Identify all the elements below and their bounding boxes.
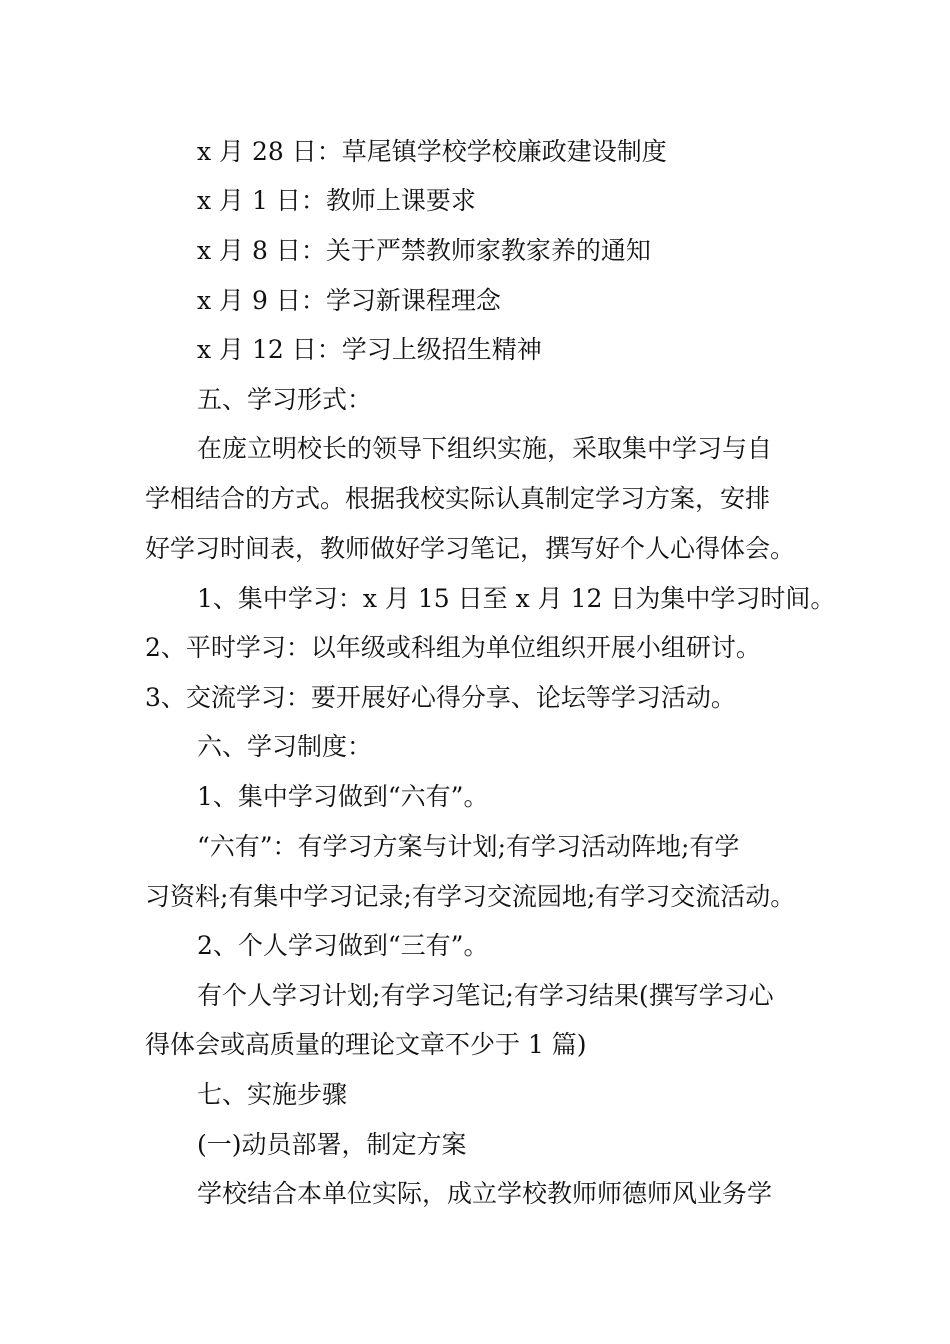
- schedule-item: x 月 8 日：关于严禁教师家教家养的通知: [197, 236, 651, 265]
- list-item: 2、个人学习做到“三有”。: [197, 931, 489, 960]
- schedule-item: x 月 12 日：学习上级招生精神: [197, 335, 542, 364]
- section-heading: 七、实施步骤: [197, 1080, 348, 1109]
- schedule-item: x 月 9 日：学习新课程理念: [197, 286, 501, 315]
- paragraph-line: 学相结合的方式。根据我校实际认真制定学习方案，安排: [145, 484, 771, 513]
- paragraph-line: 在庞立明校长的领导下组织实施，采取集中学习与自: [197, 434, 773, 463]
- section-heading: 六、学习制度：: [197, 732, 373, 761]
- schedule-item: x 月 28 日：草尾镇学校学校廉政建设制度: [197, 137, 667, 166]
- list-item: 2、平时学习：以年级或科组为单位组织开展小组研讨。: [145, 633, 761, 662]
- list-item: 3、交流学习：要开展好心得分享、论坛等学习活动。: [145, 683, 736, 712]
- list-item: 1、集中学习：x 月 15 日至 x 月 12 日为集中学习时间。: [197, 584, 836, 613]
- paragraph-line: “六有”：有学习方案与计划;有学习活动阵地;有学: [197, 832, 740, 861]
- paragraph-line: 有个人学习计划;有学习笔记;有学习结果(撰写学习心: [197, 981, 774, 1010]
- subsection-heading: (一)动员部署，制定方案: [197, 1130, 467, 1159]
- paragraph-line: 得体会或高质量的理论文章不少于 1 篇): [145, 1030, 587, 1059]
- schedule-item: x 月 1 日：教师上课要求: [197, 186, 476, 215]
- paragraph-line: 习资料;有集中学习记录;有学习交流园地;有学习交流活动。: [145, 882, 796, 911]
- list-item: 1、集中学习做到“六有”。: [197, 782, 489, 811]
- paragraph-line: 学校结合本单位实际，成立学校教师师德师风业务学: [197, 1179, 773, 1208]
- section-heading: 五、学习形式：: [197, 385, 373, 414]
- paragraph-line: 好学习时间表，教师做好学习笔记，撰写好个人心得体会。: [145, 534, 796, 563]
